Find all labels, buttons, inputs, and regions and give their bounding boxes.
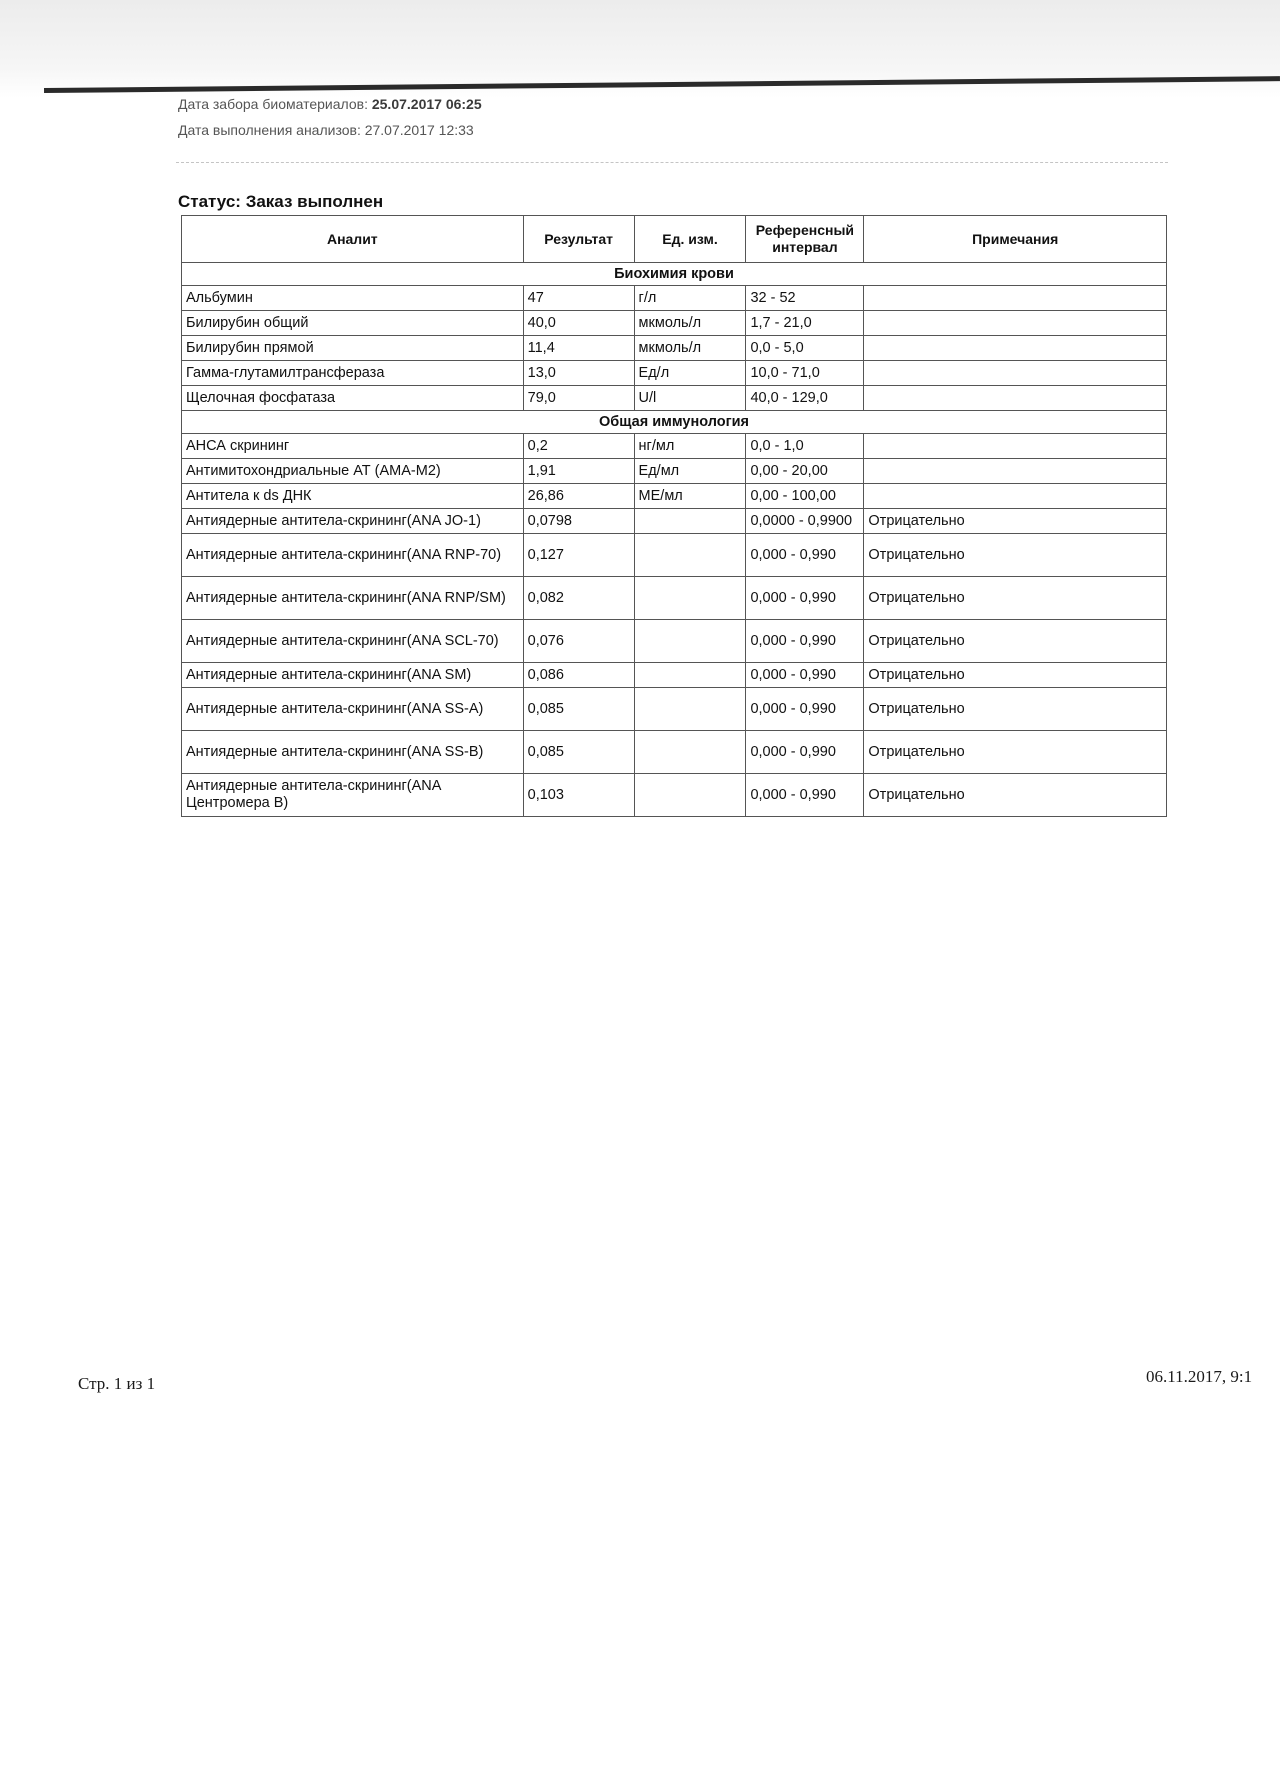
table-row	[182, 620, 1167, 663]
table-row	[182, 577, 1167, 620]
unit-cell	[634, 731, 746, 774]
unit-cell	[634, 774, 746, 817]
results-table	[181, 215, 1167, 817]
result-cell: 0,0798	[523, 509, 634, 534]
note-cell: Отрицательно	[864, 663, 1167, 688]
range-cell: 0,000 - 0,990	[746, 663, 864, 688]
range-cell: 0,0 - 5,0	[746, 336, 864, 361]
note-cell	[864, 336, 1167, 361]
result-cell: 0,085	[523, 688, 634, 731]
table-row	[182, 386, 1167, 411]
table-row	[182, 311, 1167, 336]
col-reference: Референсный интервал	[746, 216, 864, 263]
analyte-cell: Антиядерные антитела-скрининг(ANA JO-1)	[182, 509, 524, 534]
range-cell: 0,000 - 0,990	[746, 774, 864, 817]
analyte-cell: Антиядерные антитела-скрининг(ANA SS-A)	[182, 688, 524, 731]
table-row	[182, 434, 1167, 459]
status-label: Статус:	[178, 192, 241, 211]
table-row	[182, 688, 1167, 731]
note-cell: Отрицательно	[864, 577, 1167, 620]
range-cell: 0,00 - 100,00	[746, 484, 864, 509]
result-cell: 13,0	[523, 361, 634, 386]
note-cell: Отрицательно	[864, 731, 1167, 774]
col-result: Результат	[523, 216, 634, 263]
table-row	[182, 459, 1167, 484]
divider	[176, 162, 1168, 163]
analyte-cell: Антиядерные антитела-скрининг(ANA RNP-70)	[182, 534, 524, 577]
table-row	[182, 286, 1167, 311]
table-row	[182, 534, 1167, 577]
analyte-cell: Антиядерные антитела-скрининг(ANA SM)	[182, 663, 524, 688]
unit-cell	[634, 509, 746, 534]
note-cell: Отрицательно	[864, 534, 1167, 577]
unit-cell	[634, 534, 746, 577]
analysis-date-line	[178, 122, 474, 138]
analyte-cell: Антитела к ds ДНК	[182, 484, 524, 509]
unit-cell: мкмоль/л	[634, 336, 746, 361]
range-cell: 0,0000 - 0,9900	[746, 509, 864, 534]
result-cell: 0,127	[523, 534, 634, 577]
unit-cell	[634, 688, 746, 731]
unit-cell	[634, 577, 746, 620]
result-cell: 0,076	[523, 620, 634, 663]
result-cell: 1,91	[523, 459, 634, 484]
section-title: Биохимия крови	[182, 263, 1167, 286]
table-row	[182, 663, 1167, 688]
unit-cell: МЕ/мл	[634, 484, 746, 509]
status-value: Заказ выполнен	[245, 192, 384, 211]
range-cell: 0,000 - 0,990	[746, 731, 864, 774]
unit-cell: U/l	[634, 386, 746, 411]
note-cell: Отрицательно	[864, 620, 1167, 663]
col-notes: Примечания	[864, 216, 1167, 263]
result-cell: 0,085	[523, 731, 634, 774]
section-row	[182, 411, 1167, 434]
table-row	[182, 731, 1167, 774]
unit-cell: Ед/л	[634, 361, 746, 386]
note-cell: Отрицательно	[864, 774, 1167, 817]
analyte-cell: Антимитохондриальные АТ (АМА-М2)	[182, 459, 524, 484]
analyte-cell: Антиядерные антитела-скрининг(ANA Центромера В)	[182, 774, 524, 817]
note-cell	[864, 311, 1167, 336]
section-row	[182, 263, 1167, 286]
col-unit: Ед. изм.	[634, 216, 746, 263]
sample-date-line	[178, 96, 482, 112]
result-cell: 0,103	[523, 774, 634, 817]
range-cell: 0,0 - 1,0	[746, 434, 864, 459]
unit-cell	[634, 663, 746, 688]
result-cell: 0,086	[523, 663, 634, 688]
unit-cell: нг/мл	[634, 434, 746, 459]
range-cell: 0,000 - 0,990	[746, 577, 864, 620]
table-row	[182, 484, 1167, 509]
range-cell: 32 - 52	[746, 286, 864, 311]
range-cell: 0,000 - 0,990	[746, 620, 864, 663]
unit-cell: Ед/мл	[634, 459, 746, 484]
note-cell	[864, 434, 1167, 459]
range-cell: 40,0 - 129,0	[746, 386, 864, 411]
result-cell: 40,0	[523, 311, 634, 336]
range-cell: 0,00 - 20,00	[746, 459, 864, 484]
page-number: Стр. 1 из 1	[78, 1374, 156, 1393]
result-cell: 47	[523, 286, 634, 311]
analyte-cell: Альбумин	[182, 286, 524, 311]
analyte-cell: Билирубин общий	[182, 311, 524, 336]
analyte-cell: Антиядерные антитела-скрининг(ANA SS-B)	[182, 731, 524, 774]
analysis-date-label: Дата выполнения анализов:	[178, 122, 361, 138]
range-cell: 0,000 - 0,990	[746, 534, 864, 577]
print-timestamp: 06.11.2017, 9:1	[1146, 1367, 1253, 1386]
unit-cell: г/л	[634, 286, 746, 311]
result-cell: 79,0	[523, 386, 634, 411]
result-cell: 11,4	[523, 336, 634, 361]
analyte-cell: Антиядерные антитела-скрининг(ANA SCL-70)	[182, 620, 524, 663]
col-analyte: Аналит	[182, 216, 524, 263]
section-title: Общая иммунология	[182, 411, 1167, 434]
sample-date-value: 25.07.2017 06:25	[371, 96, 482, 112]
table-row	[182, 774, 1167, 817]
range-cell: 10,0 - 71,0	[746, 361, 864, 386]
range-cell: 0,000 - 0,990	[746, 688, 864, 731]
sample-date-label: Дата забора биоматериалов:	[178, 96, 368, 112]
note-cell	[864, 386, 1167, 411]
analyte-cell: Антиядерные антитела-скрининг(ANA RNP/SM)	[182, 577, 524, 620]
result-cell: 0,2	[523, 434, 634, 459]
analyte-cell: АНСА скрининг	[182, 434, 524, 459]
unit-cell	[634, 620, 746, 663]
note-cell	[864, 361, 1167, 386]
table-row	[182, 336, 1167, 361]
analyte-cell: Билирубин прямой	[182, 336, 524, 361]
table-row	[182, 361, 1167, 386]
note-cell	[864, 484, 1167, 509]
unit-cell: мкмоль/л	[634, 311, 746, 336]
table-row	[182, 509, 1167, 534]
result-cell: 26,86	[523, 484, 634, 509]
range-cell: 1,7 - 21,0	[746, 311, 864, 336]
note-cell	[864, 459, 1167, 484]
analyte-cell: Гамма-глутамилтрансфераза	[182, 361, 524, 386]
note-cell: Отрицательно	[864, 509, 1167, 534]
table-header-row	[182, 216, 1167, 263]
analysis-date-value: 27.07.2017 12:33	[364, 122, 474, 138]
order-status	[178, 192, 383, 212]
note-cell	[864, 286, 1167, 311]
analyte-cell: Щелочная фосфатаза	[182, 386, 524, 411]
result-cell: 0,082	[523, 577, 634, 620]
note-cell: Отрицательно	[864, 688, 1167, 731]
